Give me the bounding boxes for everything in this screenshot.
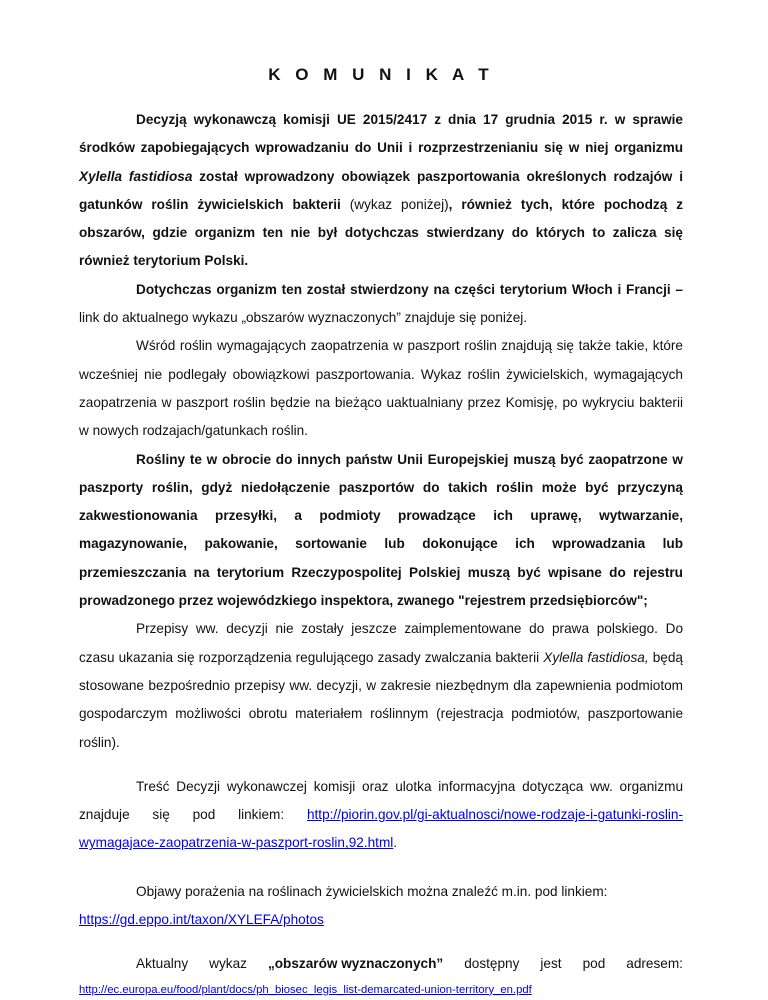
p8-word: dostępny	[464, 956, 520, 972]
demarcated-link-row	[79, 979, 683, 1000]
paragraph-demarcated	[79, 950, 683, 978]
p6-text: Treść Decyzji wykonawczej komisji oraz ulotka informacyjna dotycząca ww. organizmu znajduje się pod linkiem:	[79, 778, 683, 823]
species-name-2: Xylella fastidiosa,	[543, 649, 649, 665]
p8-word: wykaz	[209, 956, 247, 972]
p8-word: pod	[582, 956, 606, 972]
piorin-link[interactable]: http://piorin.gov.pl/gi-aktualnosci/nowe-rodzaje-i-gatunki-roslin-wymagajace-zaopatrzenia-w-paszport-roslin,92.html	[79, 807, 683, 851]
p1-note: (wykaz poniżej)	[340, 196, 449, 212]
p1-text-a: Decyzją wykonawczą komisji UE 2015/2417 z dnia 17 grudnia 2015 r. w sprawie środków zapobiegających wprowadzaniu do Unii i rozprzestrzenianiu się w niej organizmu	[79, 112, 683, 156]
paragraph-symptoms-link	[79, 906, 683, 934]
paragraph-decision-link	[79, 773, 683, 858]
p8-word: Aktualny	[136, 956, 189, 972]
document-title: K O M U N I K A T	[268, 65, 494, 84]
p8-word: adresem:	[626, 956, 683, 972]
europa-link[interactable]: http://ec.europa.eu/food/plant/docs/ph_biosec_legis_list-demarcated-union-territory_en.pdf	[79, 983, 532, 996]
paragraph-decision	[79, 106, 683, 276]
paragraph-passports: Rośliny te w obrocie do innych państw Unii Europejskiej muszą być zaopatrzone w paszporty roślin, gdyż niedołączenie paszportów do takich roślin może być przyczyną zakwestionowania przesyłki, a podmioty prowadzące ich uprawę, wytwarzanie, magazynowanie, pakowanie, sortowanie lub dokonujące ich wprowadzania lub przemieszczania na terytorium Rzeczypospolitej Polskiej muszą być wpisane do rejestru prowadzonego przez wojewódzkiego inspektora, zwanego "rejestrem przedsiębiorców";	[79, 451, 683, 609]
spacer	[79, 934, 683, 950]
paragraph-symptoms	[79, 878, 683, 906]
paragraph-plants: Wśród roślin wymagających zaopatrzenia w paszport roślin znajdują się także takie, które wcześniej nie podlegały obowiązkowi paszportowania. Wykaz roślin żywicielskich, wymagających zaopatrzenia w paszport roślin będzie na bieżąco uaktualniany przez Komisję, po wykryciu bakterii w nowych rodzajach/gatunkach roślin.	[79, 338, 683, 439]
species-name: Xylella fastidiosa	[79, 168, 193, 184]
document-body	[79, 64, 683, 1000]
p2-text-b: link do aktualnego wykazu „obszarów wyznaczonych” znajduje się poniżej.	[79, 310, 528, 326]
p8-word: jest	[540, 956, 562, 972]
p2-text-a: Dotychczas organizm ten został stwierdzony na części terytorium Włoch i Francji –	[136, 281, 683, 297]
p1-text-d: , również tych, które pochodzą z obszarów, gdzie organizm ten nie był dotychczas stwierdzany do których to zalicza się również terytorium Polski.	[79, 196, 684, 269]
p1-text-b: został wprowadzony obowiązek paszportowania określonych rodzajów i gatunków roślin żywicielskich bakterii	[79, 168, 683, 212]
p5-text-a: Przepisy ww. decyzji nie zostały jeszcze zaimplementowane do prawa polskiego. Do czasu ukazania się rozporządzenia regulującego zasady zwalczania bakterii	[79, 621, 683, 665]
p7-text: Objawy porażenia na roślinach żywicielskich można znaleźć m.in. pod linkiem:	[136, 883, 608, 899]
p8-word-bold: „obszarów wyznaczonych”	[267, 956, 444, 972]
spacer	[79, 757, 683, 773]
eppo-link[interactable]: https://gd.eppo.int/taxon/XYLEFA/photos	[79, 912, 324, 928]
p5-text-b: będą stosowane bezpośrednio przepisy ww. decyzji, w zakresie niezbędnym dla zapewnienia podmiotom gospodarczym możliwości obrotu materiałem roślinnym (rejestracja podmiotów, paszportowanie roślin).	[79, 649, 683, 750]
paragraph-regulations	[79, 615, 683, 756]
p6-end: .	[393, 835, 398, 851]
paragraph-occurrence	[79, 276, 683, 333]
spacer	[79, 858, 683, 878]
